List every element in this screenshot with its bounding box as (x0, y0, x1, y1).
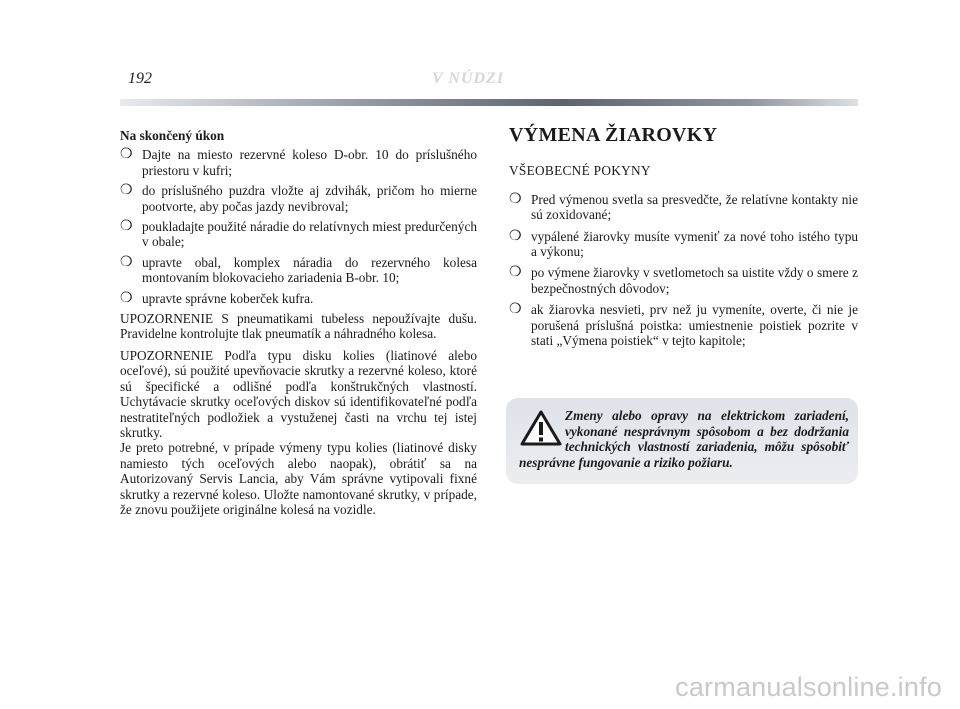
right-column (509, 124, 858, 354)
list-item-text: Pred výmenou svetla sa presvedčte, že relatívne kontakty nie sú zoxidované; (531, 191, 858, 223)
list-item-text: do príslušného puzdra vložte aj zdvihák, pričom ho mierne pootvorte, aby počas jazdy nevibroval; (142, 183, 477, 214)
circle-bullet-icon: ❍ (509, 265, 522, 281)
section-heading: Na skončený úkon (120, 128, 225, 143)
circle-bullet-icon: ❍ (509, 191, 522, 207)
list-item (509, 265, 858, 296)
header-rule (120, 99, 858, 106)
circle-bullet-icon: ❍ (120, 290, 133, 306)
circle-bullet-icon: ❍ (509, 228, 522, 244)
tubeless-warning-paragraph: UPOZORNENIE S pneumatikami tubeless nepoužívajte dušu. Pravidelne kontrolujte tlak pneumatík a náhradného kolesa. (120, 311, 477, 342)
list-item-text: upravte obal, komplex náradia do rezervného kolesa montovaním blokovacieho zariadenia B-obr. 10; (142, 254, 477, 286)
watermark: carmanualsonline.info (675, 672, 942, 702)
list-item (120, 255, 477, 286)
list-item-text: poukladajte použité náradie do relatívnych miest predurčených v obale; (142, 219, 477, 250)
running-title: V NÚDZI (432, 70, 505, 87)
list-item-text: vypálené žiarovky musíte vymeniť za nové toho istého typu a výkonu; (531, 228, 858, 260)
list-item (120, 291, 477, 306)
list-item (120, 147, 477, 178)
list-item (509, 229, 858, 260)
bullet-list (120, 147, 477, 306)
section-title: VÝMENA ŽIAROVKY (509, 124, 718, 146)
circle-bullet-icon: ❍ (120, 254, 133, 270)
service-paragraph: Je preto potrebné, v prípade výmeny typu kolies (liatinové disky namiesto tých oceľových alebo naopak), obrátiť sa na Autorizovaný Servis Lancia, aby Vám správne vytipovali fixné skrutky a rezervné koleso. Uložte namontované skrutky, v prípade, že znovu použijete originálne kolesá na vozidle. (120, 440, 477, 517)
page-number: 192 (128, 70, 152, 87)
list-item (120, 219, 477, 250)
wheel-bolts-warning-paragraph: UPOZORNENIE Podľa typu disku kolies (liatinové alebo oceľové), sú použité upevňovacie skrutky a rezervné koleso, ktoré sú špecifické a odlišné podľa konštrukčných vlastností. Uchytávacie skrutky oceľových diskov sú identifikovateľné podľa nestratiteľných podložiek a vystuženej časti na vrchu tej istej skrutky. (120, 347, 477, 440)
section-subtitle: VŠEOBECNÉ POKYNY (509, 163, 651, 179)
list-item (120, 183, 477, 214)
warning-box (506, 398, 858, 484)
list-item-text: po výmene žiarovky v svetlometoch sa uistite vždy o smere z bezpečnostných dôvodov; (531, 265, 858, 296)
bullet-list (509, 192, 858, 349)
circle-bullet-icon: ❍ (120, 147, 133, 163)
list-item (509, 192, 858, 223)
warning-text: Zmeny alebo opravy na elektrickom zariadení, vykonané nesprávnym spôsobom a bez dodržania technických vlastností zariadenia, môžu spôsobiť nesprávne fungovanie a riziko požiaru. (519, 408, 849, 470)
circle-bullet-icon: ❍ (509, 302, 522, 318)
list-item-text: upravte správne koberček kufra. (142, 290, 314, 306)
list-item-text: Dajte na miesto rezervné koleso D-obr. 10 do príslušného priestoru v kufri; (142, 147, 477, 178)
list-item (509, 302, 858, 348)
circle-bullet-icon: ❍ (120, 183, 133, 199)
circle-bullet-icon: ❍ (120, 219, 133, 235)
list-item-text: ak žiarovka nesvieti, prv než ju vymeníte, overte, či nie je porušená príslušná poistka: umiestnenie poistiek pozrite v stati „Výmena poistiek“ v tejto kapitole; (531, 302, 858, 349)
left-column (120, 128, 477, 523)
